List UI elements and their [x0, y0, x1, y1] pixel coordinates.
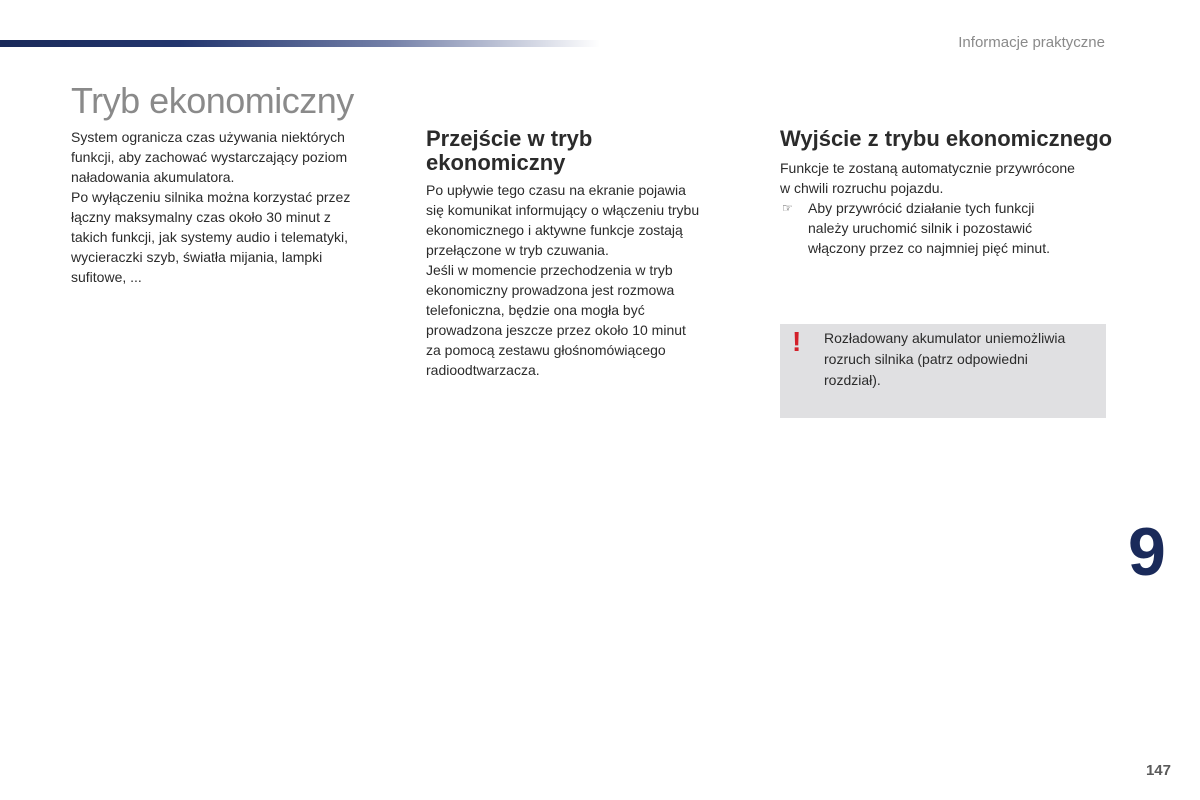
page-title: Tryb ekonomiczny — [71, 80, 354, 121]
body-line: Po upływie tego czasu na ekranie pojawia — [426, 182, 686, 198]
intro-line: takich funkcji, jak systemy audio i telematyki, — [71, 229, 348, 245]
body-line: w chwili rozruchu pojazdu. — [780, 180, 944, 196]
body-line: za pomocą zestawu głośnomówiącego — [426, 342, 666, 358]
page-number: 147 — [1145, 762, 1171, 779]
intro-line: sufitowe, ... — [71, 269, 142, 285]
body-line: przełączone w tryb czuwania. — [426, 242, 609, 258]
warning-line: rozdział). — [824, 372, 881, 388]
heading-line: ekonomiczny — [426, 150, 566, 175]
warning-text — [824, 328, 1099, 391]
body-line: się komunikat informujący o włączeniu trybu — [426, 202, 700, 218]
intro-line: funkcji, aby zachować wystarczający poziom — [71, 149, 348, 165]
exiting-economy-mode-heading: Wyjście z trybu ekonomicznego — [780, 126, 1113, 151]
body-line: Funkcje te zostaną automatycznie przywrócone — [780, 160, 1075, 176]
header-accent-bar — [0, 40, 600, 47]
bullet-line: włączony przez co najmniej pięć minut. — [808, 240, 1050, 256]
intro-line: naładowania akumulatora. — [71, 169, 235, 185]
body-line: telefoniczna, będzie ona mogła być — [426, 302, 645, 318]
exclamation-icon: ! — [792, 326, 802, 357]
entering-economy-mode-column — [426, 127, 736, 380]
body-line: radioodtwarzacza. — [426, 362, 540, 378]
section-label: Informacje praktyczne — [958, 34, 1105, 51]
bullet-line: należy uruchomić silnik i pozostawić — [808, 220, 1033, 236]
warning-line: rozruch silnika (patrz odpowiedni — [824, 351, 1028, 367]
intro-line: łączny maksymalny czas około 30 minut z — [71, 209, 331, 225]
warning-box — [780, 324, 1106, 418]
pointing-hand-icon: ☞ — [782, 201, 793, 215]
body-line: Jeśli w momencie przechodzenia w tryb — [426, 262, 673, 278]
heading-line: Przejście w tryb — [426, 126, 593, 151]
body-line: ekonomicznego i aktywne funkcje zostają — [426, 222, 683, 238]
warning-line: Rozładowany akumulator uniemożliwia — [824, 330, 1066, 346]
body-line: prowadzona jeszcze przez około 10 minut — [426, 322, 686, 338]
body-line: ekonomiczny prowadzona jest rozmowa — [426, 282, 675, 298]
intro-line: Po wyłączeniu silnika można korzystać przez — [71, 189, 351, 205]
exiting-economy-mode-column — [780, 127, 1115, 258]
instruction-bullet — [780, 198, 1115, 258]
intro-line: wycieraczki szyb, światła mijania, lampki — [71, 249, 323, 265]
chapter-number: 9 — [1128, 514, 1166, 590]
intro-column — [71, 127, 391, 287]
entering-economy-mode-heading — [426, 127, 736, 175]
intro-line: System ogranicza czas używania niektórych — [71, 129, 345, 145]
bullet-line: Aby przywrócić działanie tych funkcji — [808, 200, 1035, 216]
